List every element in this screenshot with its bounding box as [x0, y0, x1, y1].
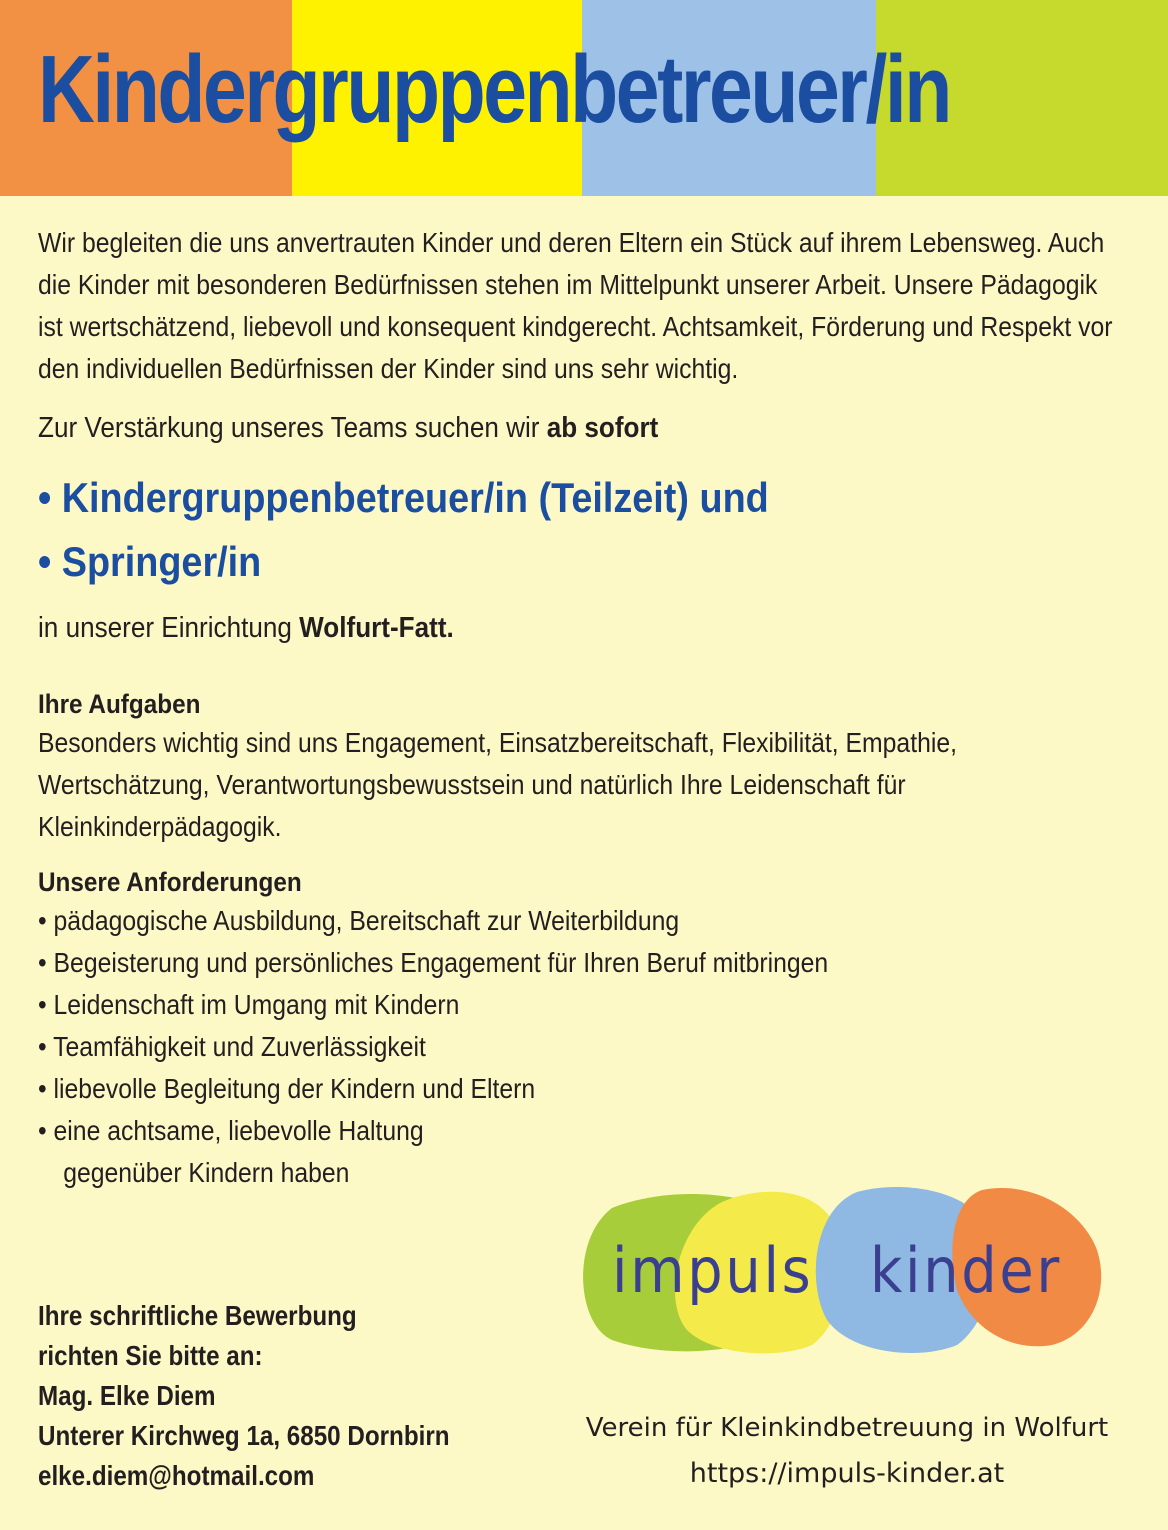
- seek-bold: ab sofort: [546, 412, 659, 444]
- facility-name: Wolfurt-Fatt.: [299, 612, 454, 644]
- tasks-heading: Ihre Aufgaben: [38, 689, 201, 719]
- tasks-text: Besonders wichtig sind uns Engagement, Einsatzbereitschaft, Flexibilität, Empathie, Wertschätzung, Verantwortungsbewusstsein und natürlich Ihre Leidenschaft für Kleinkinderpädagogik.: [38, 727, 957, 842]
- requirements-heading: Unsere Anforderungen: [38, 867, 302, 897]
- contact-line: richten Sie bitte an:: [38, 1340, 263, 1371]
- organization-name: Verein für Kleinkindbetreuung in Wolfurt: [585, 1413, 1109, 1443]
- contact-address: Unterer Kirchweg 1a, 6850 Dornbirn: [38, 1420, 450, 1451]
- facility-line: [38, 608, 1118, 648]
- requirement-item-continued: gegenüber Kindern haben: [63, 1157, 350, 1188]
- main-content: [38, 222, 1138, 1194]
- tasks-section: [38, 686, 1118, 848]
- requirement-item: • Leidenschaft im Umgang mit Kindern: [38, 989, 460, 1020]
- intro-paragraph: Wir begleiten die uns anvertrauten Kinder und deren Eltern ein Stück auf ihrem Lebensweg. Auch die Kinder mit besonderen Bedürfnissen stehen im Mittelpunkt unserer Arbeit. Unsere Pädagogik ist wertschätzend, liebevoll und konsequent kindgerecht. Achtsamkeit, Förderung und Respekt vor den individuellen Bedürfnissen der Kinder sind uns sehr wichtig.: [38, 227, 1113, 384]
- requirements-list: [38, 900, 1118, 1194]
- website-link[interactable]: https://impuls-kinder.at: [689, 1458, 1005, 1489]
- seek-text: Zur Verstärkung unseres Teams suchen wir: [38, 412, 547, 444]
- contact-name: Mag. Elke Diem: [38, 1380, 216, 1411]
- contact-email[interactable]: elke.diem@hotmail.com: [38, 1460, 315, 1491]
- logo-word-impuls: impuls: [612, 1234, 814, 1307]
- requirement-item: • pädagogische Ausbildung, Bereitschaft zur Weiterbildung: [38, 905, 680, 936]
- seek-line: [38, 408, 1118, 448]
- header-banner: [0, 0, 1168, 196]
- logo-word-kinder: kinder: [870, 1234, 1063, 1307]
- requirement-item: • Begeisterung und persönliches Engagement für Ihren Beruf mitbringen: [38, 947, 829, 978]
- positions-list: [38, 466, 1118, 594]
- position-item: • Springer/in: [38, 538, 262, 585]
- requirement-item: • eine achtsame, liebevolle Haltung: [38, 1115, 424, 1146]
- requirements-section: [38, 864, 1118, 1194]
- position-item: • Kindergruppenbetreuer/in (Teilzeit) und: [38, 474, 769, 521]
- page-title: Kindergruppenbetreuer/in: [38, 36, 950, 143]
- facility-text: in unserer Einrichtung: [38, 612, 300, 644]
- contact-block: [38, 1296, 531, 1496]
- requirement-item: • Teamfähigkeit und Zuverlässigkeit: [38, 1031, 426, 1062]
- contact-line: Ihre schriftliche Bewerbung: [38, 1300, 357, 1331]
- requirement-item: • liebevolle Begleitung der Kindern und Eltern: [38, 1073, 536, 1104]
